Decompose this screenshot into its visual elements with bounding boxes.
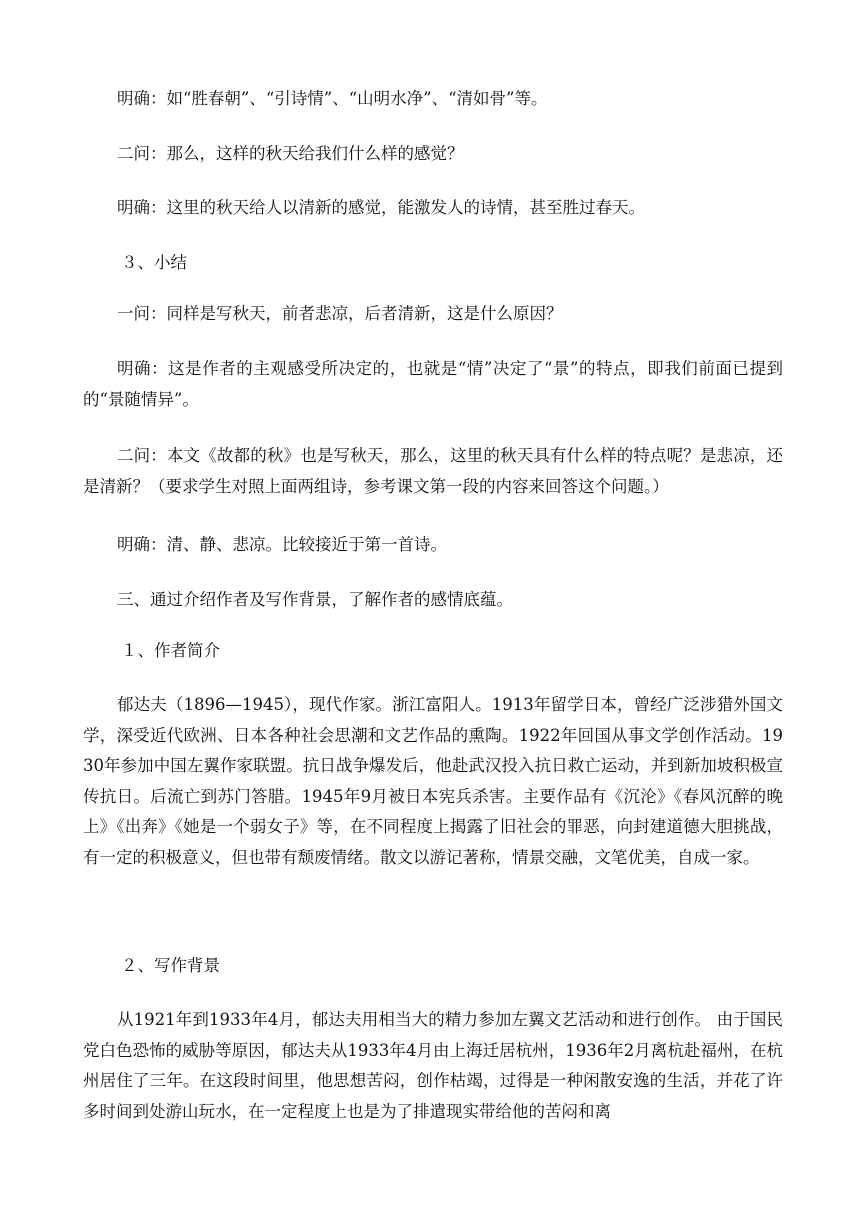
question-paragraph-summary-1: 一问：同样是写秋天，前者悲凉，后者清新，这是什么原因？ bbox=[117, 304, 563, 323]
question-paragraph-2: 二问：那么，这样的秋天给我们什么样的感觉？ bbox=[117, 144, 464, 163]
subsection-heading-author: １、作者简介 bbox=[121, 641, 220, 660]
subsection-heading-background: ２、写作背景 bbox=[121, 956, 220, 975]
writing-background-paragraph: 从1921年到1933年4月，郁达夫用相当大的精力参加左翼文艺活动和进行创作。 由于国民党白色恐怖的威胁等原因，郁达夫从1933年4月由上海迁居杭州，1936年2月离杭赴福州，在杭州居住了三年。在这段时间里，他思想苦闷，创作枯竭，过得是一种闲散安逸的生活，并花了许多时间到处游山玩水，在一定程度上也是为了排遣现实带给他的苦闷和离 bbox=[83, 1010, 783, 1121]
answer-paragraph-summary-1: 明确：这是作者的主观感受所决定的，也就是“情”决定了“景”的特点，即我们前面已提到的“景随情异”。 bbox=[83, 359, 783, 409]
section-heading-summary: ３、小结 bbox=[121, 253, 187, 272]
answer-paragraph-1: 明确：如“胜春朝”、“引诗情”、“山明水净”、“清如骨”等。 bbox=[117, 89, 548, 108]
author-biography-paragraph: 郁达夫（1896—1945），现代作家。浙江富阳人。1913年留学日本，曾经广泛涉猎外国文学，深受近代欧洲、日本各种社会思潮和文艺作品的熏陶。1922年回国从事文学创作活动。1930年参加中国左翼作家联盟。抗日战争爆发后，他赴武汉投入抗日救亡运动，并到新加坡积极宣传抗日。后流亡到苏门答腊。1945年9月被日本宪兵杀害。主要作品有《沉沦》《春风沉醉的晚上》《出奔》《她是一个弱女子》等，在不同程度上揭露了旧社会的罪恶，向封建道德大胆挑战，有一定的积极意义，但也带有颓废情绪。散文以游记著称，情景交融，文笔优美，自成一家。 bbox=[83, 695, 783, 867]
answer-paragraph-2: 明确：这里的秋天给人以清新的感觉，能激发人的诗情，甚至胜过春天。 bbox=[117, 198, 645, 217]
section-heading-author-background: 三、通过介绍作者及写作背景，了解作者的感情底蕴。 bbox=[117, 590, 513, 609]
answer-paragraph-summary-2: 明确：清、静、悲凉。比较接近于第一首诗。 bbox=[117, 535, 447, 554]
question-paragraph-summary-2: 二问：本文《故都的秋》也是写秋天，那么，这里的秋天具有什么样的特点呢？是悲凉，还是清新？（要求学生对照上面两组诗，参考课文第一段的内容来回答这个问题。） bbox=[83, 446, 783, 496]
